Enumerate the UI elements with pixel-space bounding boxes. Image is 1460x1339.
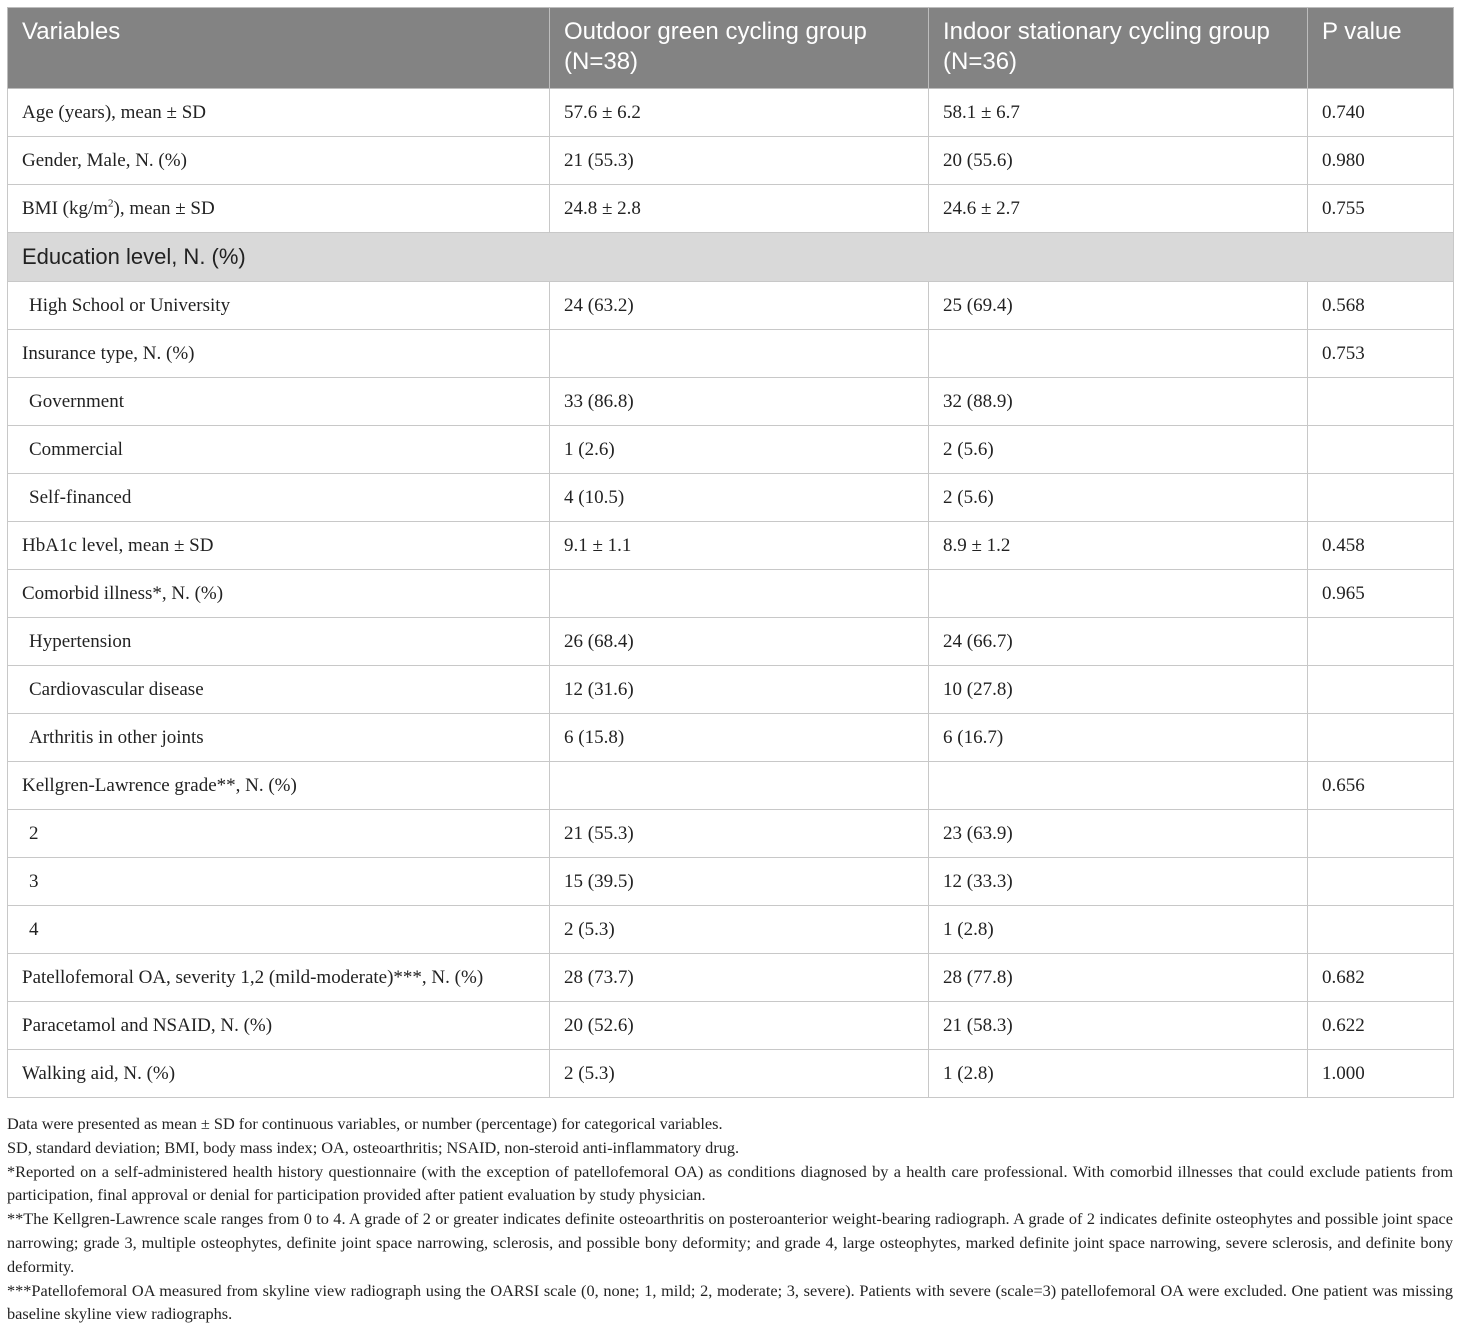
p-value-cell: 0.458: [1308, 522, 1454, 570]
indoor-value-cell: 23 (63.9): [929, 810, 1308, 858]
outdoor-value-cell: 57.6 ± 6.2: [550, 89, 929, 137]
row-label: Self-financed: [8, 474, 550, 522]
table-row: [8, 522, 1454, 570]
table-row: [8, 378, 1454, 426]
table-row: [8, 954, 1454, 1002]
outdoor-value-cell: 24.8 ± 2.8: [550, 185, 929, 233]
baseline-characteristics-table: [7, 7, 1454, 1098]
outdoor-value-cell: 28 (73.7): [550, 954, 929, 1002]
table-footnotes: [7, 1112, 1453, 1326]
p-value-cell: 0.656: [1308, 762, 1454, 810]
footnote: **The Kellgren-Lawrence scale ranges from 0 to 4. A grade of 2 or greater indicates definite osteoarthritis on posteroanterior weight-bearing radiograph. A grade of 2 indicates definite osteophytes and possible joint space narrowing; grade 3, multiple osteophytes, definite joint space narrowing, sclerosis, and possible bony deformity; and grade 4, large osteophytes, marked definite joint space narrowing, severe sclerosis, and definite bony deformity.: [7, 1209, 1453, 1276]
outdoor-value-cell: 2 (5.3): [550, 1050, 929, 1098]
row-label: Paracetamol and NSAID, N. (%): [8, 1002, 550, 1050]
table-row: [8, 858, 1454, 906]
p-value-cell: 0.755: [1308, 185, 1454, 233]
indoor-value-cell: [929, 762, 1308, 810]
indoor-value-cell: 24.6 ± 2.7: [929, 185, 1308, 233]
indoor-value-cell: 20 (55.6): [929, 137, 1308, 185]
row-label: 3: [8, 858, 550, 906]
outdoor-value-cell: 24 (63.2): [550, 282, 929, 330]
indoor-value-cell: 2 (5.6): [929, 426, 1308, 474]
table-row: [8, 185, 1454, 233]
outdoor-value-cell: [550, 762, 929, 810]
row-label: Patellofemoral OA, severity 1,2 (mild-moderate)***, N. (%): [8, 954, 550, 1002]
indoor-value-cell: 12 (33.3): [929, 858, 1308, 906]
p-value-cell: [1308, 858, 1454, 906]
table-row: [8, 1002, 1454, 1050]
p-value-cell: 0.682: [1308, 954, 1454, 1002]
row-label: Age (years), mean ± SD: [8, 89, 550, 137]
table-row: [8, 762, 1454, 810]
section-row: [8, 233, 1454, 282]
p-value-cell: 0.753: [1308, 330, 1454, 378]
outdoor-value-cell: 21 (55.3): [550, 137, 929, 185]
indoor-value-cell: [929, 570, 1308, 618]
table-row: [8, 282, 1454, 330]
outdoor-value-cell: 1 (2.6): [550, 426, 929, 474]
row-label: Gender, Male, N. (%): [8, 137, 550, 185]
row-label: Kellgren-Lawrence grade**, N. (%): [8, 762, 550, 810]
row-label: Comorbid illness*, N. (%): [8, 570, 550, 618]
p-value-cell: [1308, 474, 1454, 522]
row-label: Walking aid, N. (%): [8, 1050, 550, 1098]
indoor-value-cell: 6 (16.7): [929, 714, 1308, 762]
footnote: *Reported on a self-administered health history questionnaire (with the exception of patellofemoral OA) as conditions diagnosed by a health care professional. With comorbid illnesses that could exclude patients from participation, final approval or denial for participation provided after patient evaluation by study physician.: [7, 1161, 1453, 1205]
indoor-value-cell: 1 (2.8): [929, 1050, 1308, 1098]
row-label: HbA1c level, mean ± SD: [8, 522, 550, 570]
p-value-cell: [1308, 666, 1454, 714]
row-label-text: BMI (kg/m: [22, 197, 109, 219]
header-outdoor-group: Outdoor green cycling group (N=38): [550, 8, 929, 89]
table-row: [8, 810, 1454, 858]
indoor-value-cell: [929, 330, 1308, 378]
outdoor-value-cell: [550, 330, 929, 378]
outdoor-value-cell: 6 (15.8): [550, 714, 929, 762]
indoor-value-cell: 1 (2.8): [929, 906, 1308, 954]
p-value-cell: 0.568: [1308, 282, 1454, 330]
row-label: High School or University: [8, 282, 550, 330]
p-value-cell: 0.740: [1308, 89, 1454, 137]
table-row: [8, 137, 1454, 185]
footnote: Data were presented as mean ± SD for continuous variables, or number (percentage) for categorical variables.: [7, 1114, 723, 1133]
indoor-value-cell: 32 (88.9): [929, 378, 1308, 426]
row-label: 2: [8, 810, 550, 858]
row-label: 4: [8, 906, 550, 954]
p-value-cell: [1308, 618, 1454, 666]
outdoor-value-cell: 15 (39.5): [550, 858, 929, 906]
outdoor-value-cell: 2 (5.3): [550, 906, 929, 954]
p-value-cell: [1308, 906, 1454, 954]
indoor-value-cell: 10 (27.8): [929, 666, 1308, 714]
row-label-text: ), mean ± SD: [113, 197, 215, 219]
row-label: [8, 185, 550, 233]
p-value-cell: [1308, 810, 1454, 858]
table-row: [8, 906, 1454, 954]
table-row: [8, 426, 1454, 474]
header-row: [8, 8, 1454, 89]
indoor-value-cell: 8.9 ± 1.2: [929, 522, 1308, 570]
p-value-cell: [1308, 426, 1454, 474]
indoor-value-cell: 2 (5.6): [929, 474, 1308, 522]
indoor-value-cell: 24 (66.7): [929, 618, 1308, 666]
indoor-value-cell: 25 (69.4): [929, 282, 1308, 330]
outdoor-value-cell: 9.1 ± 1.1: [550, 522, 929, 570]
outdoor-value-cell: 4 (10.5): [550, 474, 929, 522]
section-label: Education level, N. (%): [8, 233, 1454, 282]
indoor-value-cell: 28 (77.8): [929, 954, 1308, 1002]
footnote: SD, standard deviation; BMI, body mass index; OA, osteoarthritis; NSAID, non-steroid anti-inflammatory drug.: [7, 1137, 740, 1157]
footnote: ***Patellofemoral OA measured from skyline view radiograph using the OARSI scale (0, none; 1, mild; 2, moderate; 3, severe). Patients with severe (scale=3) patellofemoral OA were excluded. One patient was missing baseline skyline view radiographs.: [7, 1280, 1453, 1324]
indoor-value-cell: 21 (58.3): [929, 1002, 1308, 1050]
outdoor-value-cell: 26 (68.4): [550, 618, 929, 666]
row-label: Commercial: [8, 426, 550, 474]
outdoor-value-cell: 21 (55.3): [550, 810, 929, 858]
table-row: [8, 1050, 1454, 1098]
outdoor-value-cell: 12 (31.6): [550, 666, 929, 714]
table-row: [8, 570, 1454, 618]
row-label: Arthritis in other joints: [8, 714, 550, 762]
table-header: [8, 8, 1454, 89]
row-label: Hypertension: [8, 618, 550, 666]
outdoor-value-cell: 33 (86.8): [550, 378, 929, 426]
table-row: [8, 714, 1454, 762]
row-label: Insurance type, N. (%): [8, 330, 550, 378]
p-value-cell: 1.000: [1308, 1050, 1454, 1098]
row-label: Cardiovascular disease: [8, 666, 550, 714]
table-row: [8, 330, 1454, 378]
outdoor-value-cell: 20 (52.6): [550, 1002, 929, 1050]
table-row: [8, 618, 1454, 666]
p-value-cell: [1308, 378, 1454, 426]
baseline-table-container: [7, 7, 1453, 1098]
table-row: [8, 666, 1454, 714]
header-indoor-group: Indoor stationary cycling group (N=36): [929, 8, 1308, 89]
table-body: [8, 89, 1454, 1098]
p-value-cell: 0.622: [1308, 1002, 1454, 1050]
p-value-cell: 0.965: [1308, 570, 1454, 618]
p-value-cell: [1308, 714, 1454, 762]
row-label: Government: [8, 378, 550, 426]
table-row: [8, 89, 1454, 137]
table-row: [8, 474, 1454, 522]
header-variables: Variables: [8, 8, 550, 89]
outdoor-value-cell: [550, 570, 929, 618]
superscript: 2: [108, 197, 114, 210]
indoor-value-cell: 58.1 ± 6.7: [929, 89, 1308, 137]
header-p-value: P value: [1308, 8, 1454, 89]
p-value-cell: 0.980: [1308, 137, 1454, 185]
